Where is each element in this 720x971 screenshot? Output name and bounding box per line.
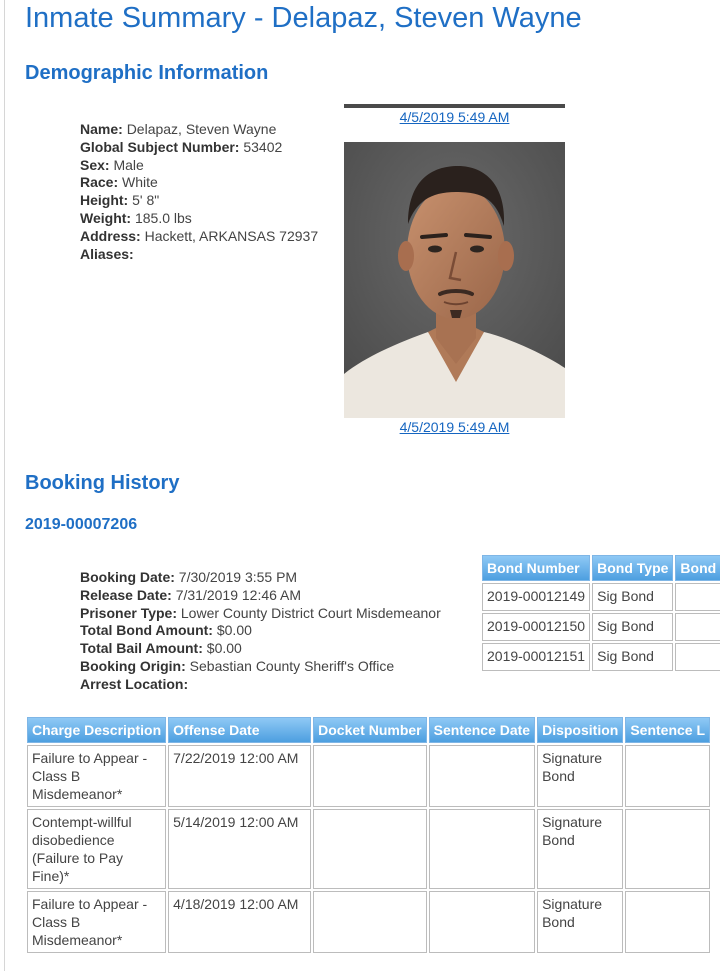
total-bail-amount: $0.00	[206, 640, 242, 657]
height-row: Height: 5' 8"	[80, 192, 160, 209]
charge-description-header[interactable]: Charge Description	[27, 717, 166, 743]
race-value: White	[122, 174, 158, 191]
disposition-cell: Signature Bond	[537, 745, 623, 807]
docket-number-header[interactable]: Docket Number	[313, 717, 426, 743]
bond-extra-cell	[675, 643, 720, 671]
bond-type-cell: Sig Bond	[592, 643, 673, 671]
sentence-length-cell	[625, 891, 710, 953]
table-row	[482, 613, 720, 641]
bond-extra-cell	[675, 583, 720, 611]
prisoner-type: Lower County District Court Misdemeanor	[180, 604, 441, 621]
sentence-date-cell	[429, 745, 535, 807]
page-title: Inmate Summary - Delapaz, Steven Wayne	[25, 2, 582, 34]
bond-type-cell: Sig Bond	[592, 613, 673, 641]
race-row: Race: White	[80, 174, 158, 191]
sentence-date-cell	[429, 809, 535, 889]
bond-number-cell: 2019-00012149	[482, 583, 590, 611]
booking-origin-row: Booking Origin: Sebastian County Sheriff's Office	[80, 657, 395, 674]
sentence-length-cell	[625, 809, 710, 889]
aliases-row: Aliases:	[80, 245, 134, 262]
previous-photo-edge	[344, 104, 565, 108]
disposition-cell: Signature Bond	[537, 809, 623, 889]
bond-number-cell: 2019-00012150	[482, 613, 590, 641]
booking-number: 2019-00007206	[25, 516, 138, 533]
bond-type-header[interactable]: Bond Type	[592, 555, 673, 581]
bond-type-cell: Sig Bond	[592, 583, 673, 611]
charges-table-header	[27, 717, 710, 743]
left-border	[4, 0, 5, 971]
global-subject-number: 53402	[243, 138, 283, 155]
name-row: Name: Delapaz, Steven Wayne	[80, 121, 277, 137]
height-value: 5' 8"	[132, 192, 160, 209]
charge-description-cell: Contempt-willful disobedience (Failure to Pay Fine)*	[27, 809, 166, 889]
sex-value: Male	[113, 156, 144, 173]
release-date-row: Release Date: 7/31/2019 12:46 AM	[80, 586, 302, 603]
docket-number-cell	[313, 891, 426, 953]
booking-date: 7/30/2019 3:55 PM	[178, 569, 298, 585]
bond-table-header	[482, 555, 720, 581]
docket-number-cell	[313, 809, 426, 889]
table-row	[27, 891, 710, 953]
table-row	[482, 583, 720, 611]
address-row: Address: Hackett, ARKANSAS 72937	[80, 227, 319, 244]
docket-number-cell	[313, 745, 426, 807]
charges-table	[25, 715, 712, 955]
address-value: Hackett, ARKANSAS 72937	[144, 227, 319, 244]
bond-extra-header[interactable]: Bond	[675, 555, 720, 581]
offense-date-cell: 7/22/2019 12:00 AM	[168, 745, 311, 807]
bond-extra-cell	[675, 613, 720, 641]
release-date: 7/31/2019 12:46 AM	[175, 586, 302, 603]
demographic-section-title: Demographic Information	[25, 62, 269, 84]
gsn-row: Global Subject Number: 53402	[80, 138, 283, 155]
photo-date-link-1[interactable]: 4/5/2019 5:49 AM	[399, 109, 510, 125]
table-row	[482, 643, 720, 671]
charge-description-cell: Failure to Appear - Class B Misdemeanor*	[27, 745, 166, 807]
disposition-header[interactable]: Disposition	[537, 717, 623, 743]
table-row	[27, 809, 710, 889]
table-row	[27, 745, 710, 807]
charge-description-cell: Failure to Appear - Class B Misdemeanor*	[27, 891, 166, 953]
total-bond-amount: $0.00	[216, 622, 252, 639]
total-bond-row: Total Bond Amount: $0.00	[80, 622, 252, 639]
booking-date-row: Booking Date: 7/30/2019 3:55 PM	[80, 569, 298, 585]
offense-date-header[interactable]: Offense Date	[168, 717, 311, 743]
sentence-length-header[interactable]: Sentence L	[625, 717, 710, 743]
weight-value: 185.0 lbs	[134, 209, 192, 226]
demographic-details	[80, 121, 318, 263]
total-bail-row: Total Bail Amount: $0.00	[80, 640, 242, 657]
prisoner-type-row: Prisoner Type: Lower County District Court Misdemeanor	[80, 604, 441, 621]
disposition-cell: Signature Bond	[537, 891, 623, 953]
weight-row: Weight: 185.0 lbs	[80, 209, 192, 226]
booking-details	[80, 569, 441, 694]
booking-section-title: Booking History	[25, 472, 180, 494]
bond-number-header[interactable]: Bond Number	[482, 555, 590, 581]
offense-date-cell: 4/18/2019 12:00 AM	[168, 891, 311, 953]
bond-number-cell: 2019-00012151	[482, 643, 590, 671]
offense-date-cell: 5/14/2019 12:00 AM	[168, 809, 311, 889]
photo-date-link-2[interactable]: 4/5/2019 5:49 AM	[399, 419, 510, 435]
sentence-date-header[interactable]: Sentence Date	[429, 717, 535, 743]
sentence-length-cell	[625, 745, 710, 807]
mugshot-image	[344, 142, 565, 418]
sentence-date-cell	[429, 891, 535, 953]
arrest-location-row: Arrest Location:	[80, 675, 189, 692]
booking-origin: Sebastian County Sheriff's Office	[189, 657, 395, 674]
inmate-name: Delapaz, Steven Wayne	[126, 121, 277, 137]
mugshot-photo[interactable]	[344, 142, 565, 418]
bond-table	[480, 553, 720, 673]
sex-row: Sex: Male	[80, 156, 144, 173]
